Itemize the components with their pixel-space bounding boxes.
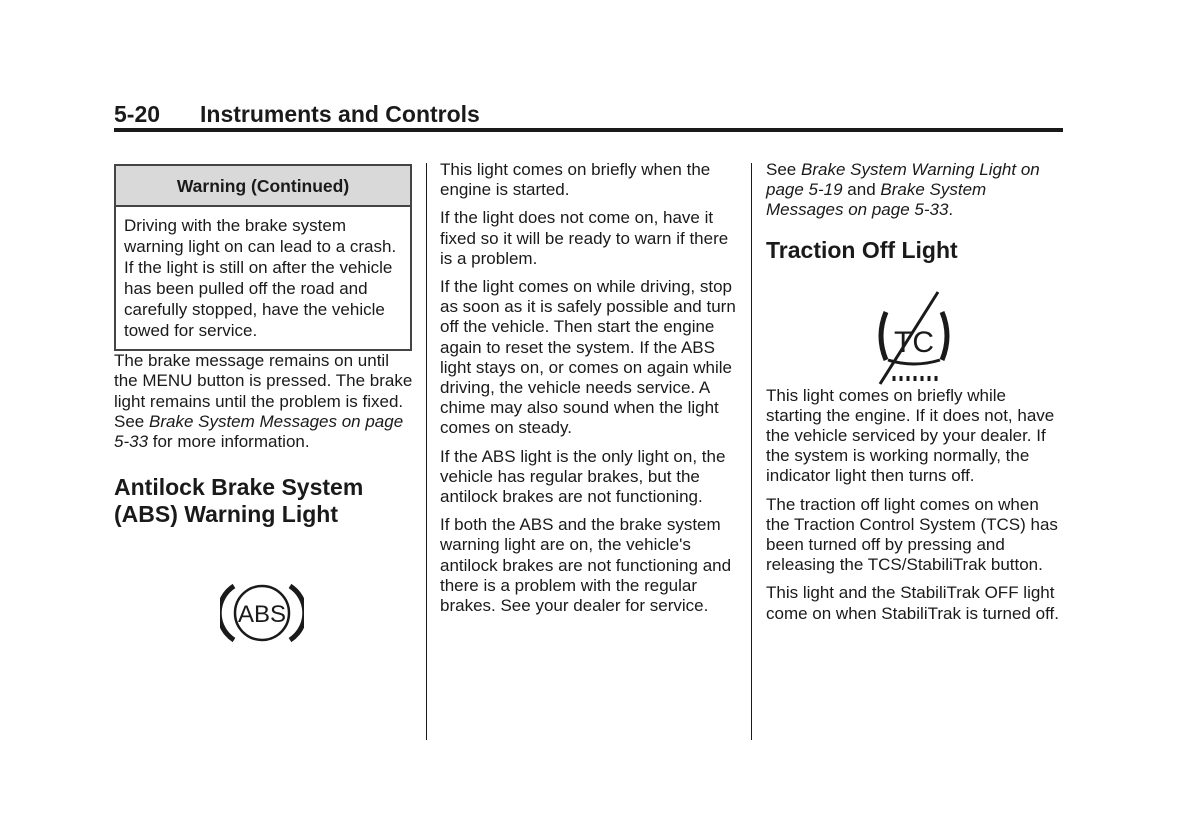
tc-icon-label: TC <box>894 325 934 359</box>
traction-off-icon <box>874 290 954 386</box>
paragraph: This light and the StabiliTrak OFF light come on when StabiliTrak is turned off. <box>766 583 1059 623</box>
paragraph: This light comes on briefly when the engine is started. <box>440 160 711 200</box>
text-run: for more information. <box>148 432 310 452</box>
warning-title: Warning (Continued) <box>116 166 410 207</box>
paragraph: If both the ABS and the brake system warning light are on, the vehicle's antilock brakes are not functioning and there is a problem with the regular brakes. See your dealer for service. <box>440 515 732 616</box>
brake-warning-light-reference: Brake System Warning Light on page 5‑19 <box>766 160 1040 200</box>
see-also-paragraph <box>766 160 1066 221</box>
header-rule <box>114 128 1063 132</box>
brake-system-messages-reference: Brake System Messages on page 5‑33 <box>114 411 404 452</box>
brake-system-messages-reference: Brake System Messages on page 5‑33 <box>766 180 987 220</box>
warning-text: Driving with the brake system warning light on can lead to a crash. If the light is still on after the vehicle has been pulled off the road and carefully stopped, have the vehicle towed for service. <box>124 216 397 341</box>
paragraph: If the light comes on while driving, stop as soon as it is safely possible and turn off the vehicle. Then start the engine again to reset the system. If the ABS light stays on, or comes on again while driving, the vehicle needs service. A chime may also sound when the light comes on steady. <box>440 277 736 438</box>
paragraph: If the light does not come on, have it fixed so it will be ready to warn if there is a problem. <box>440 208 729 268</box>
brake-message-paragraph <box>114 351 414 452</box>
text-run: . <box>948 200 954 220</box>
paragraph: The traction off light comes on when the Traction Control System (TCS) has been turned off by pressing and releasing the TCS/StabiliTrak button. <box>766 494 1058 575</box>
column-divider-2 <box>751 163 752 740</box>
paragraph: If the ABS light is the only light on, the vehicle has regular brakes, but the antilock brakes are not functioning. <box>440 446 726 507</box>
paragraph: This light comes on briefly while starting the engine. If it does not, have the vehicle serviced by your dealer. If the system is working normally, the indicator light then turns off. <box>766 385 1055 486</box>
text-run: The brake message remains on until the MENU button is pressed. The brake light remains until the problem is fixed. See <box>114 351 413 431</box>
section-title: Instruments and Controls <box>200 101 480 127</box>
text-run: See <box>766 160 801 179</box>
warning-box <box>114 164 412 351</box>
traction-off-heading: Traction Off Light <box>766 236 958 263</box>
abs-warning-icon <box>220 580 304 646</box>
column-3 <box>766 160 1066 632</box>
column-divider-1 <box>426 163 427 740</box>
abs-icon-label: ABS <box>237 601 287 629</box>
abs-warning-heading: Antilock Brake System (ABS) Warning Light <box>114 474 364 528</box>
page-number: 5-20 <box>114 101 161 127</box>
column-1 <box>114 160 414 646</box>
page-header <box>114 101 1063 131</box>
column-2 <box>440 160 740 624</box>
text-run: and <box>842 180 881 200</box>
